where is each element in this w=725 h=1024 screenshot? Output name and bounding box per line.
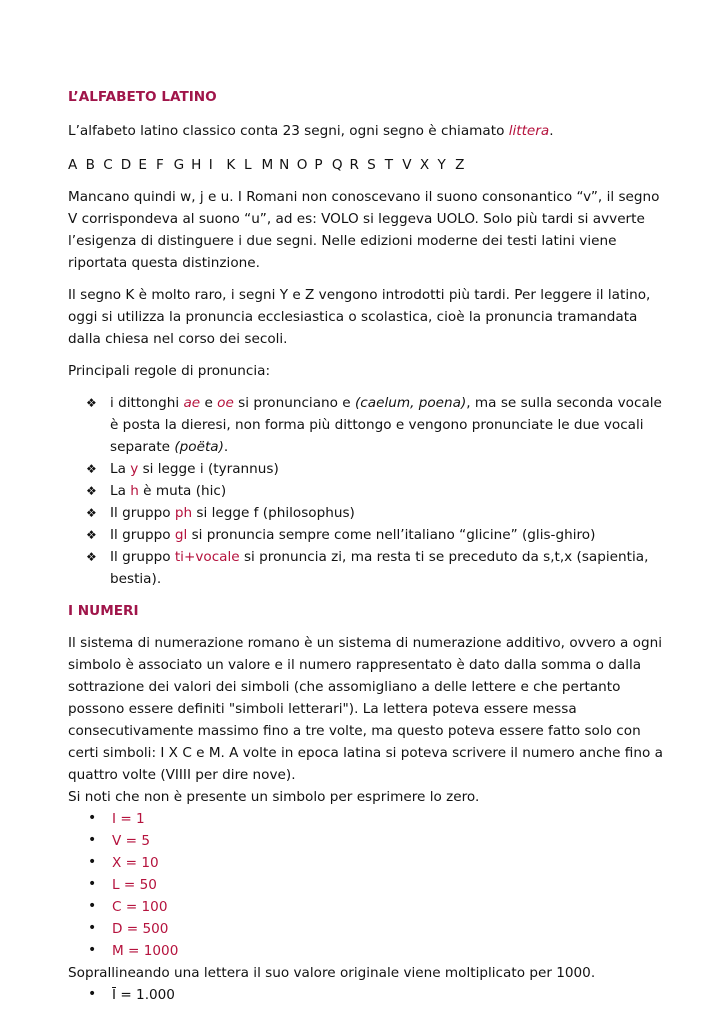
dot-bullet-icon: •: [88, 810, 97, 826]
list-item: [68, 502, 668, 524]
numeral-value: V = 5: [112, 833, 150, 849]
rule-highlight: gl: [174, 527, 188, 543]
dot-bullet-icon: •: [88, 942, 97, 958]
rule-highlight: ph: [174, 505, 193, 521]
alphabet-letter: H: [191, 157, 202, 173]
alphabet-letter: Y: [437, 157, 446, 173]
alphabet-letter: R: [349, 157, 359, 173]
intro-end: .: [549, 123, 554, 139]
rule-highlight: ti+vocale: [174, 549, 240, 565]
section-title-numbers: I NUMERI: [68, 603, 139, 619]
numerals-list: [68, 808, 668, 962]
list-item: [68, 546, 668, 590]
list-item: [68, 896, 668, 918]
rule-text: La: [110, 483, 131, 499]
list-item: [68, 830, 668, 852]
rule-text: La: [110, 461, 131, 477]
diamond-bullet-icon: ❖: [86, 550, 97, 564]
alphabet-letter: Z: [455, 157, 465, 173]
numeral-value: I = 1: [112, 811, 145, 827]
diamond-bullet-icon: ❖: [86, 506, 97, 520]
dot-bullet-icon: •: [88, 920, 97, 936]
list-item: [68, 524, 668, 546]
diamond-bullet-icon: ❖: [86, 462, 97, 476]
list-item: [68, 458, 668, 480]
alphabet-letter: L: [243, 157, 252, 173]
dot-bullet-icon: •: [88, 876, 97, 892]
numeral-value: D = 500: [112, 921, 169, 937]
list-item: [68, 874, 668, 896]
zero-note: Si noti che non è presente un simbolo per esprimere lo zero.: [68, 789, 480, 805]
alphabet-letter: I: [208, 157, 213, 173]
missing-letters-paragraph: Mancano quindi w, j e u. I Romani non conoscevano il suono consonantico “v”, il segno V corrispondeva al suono “u”, ad es: VOLO si leggeva UOLO. Solo più tardi si avverte l’esigenza di distinguere i due segni. Nelle edizioni moderne dei testi latini viene riportata questa distinzione.: [68, 189, 660, 271]
alphabet-letter: G: [173, 157, 185, 173]
rule-highlight: oe: [217, 395, 234, 411]
rule-example: (poëta): [174, 439, 224, 455]
rule-text: si pronuncia sempre come nell’italiano “glicine” (glis-ghiro): [187, 527, 596, 543]
alphabet-letter: X: [419, 157, 430, 173]
rule-text: Il gruppo: [110, 549, 175, 565]
rule-text: è muta (hic): [138, 483, 227, 499]
rule-text: si legge f (philosophus): [192, 505, 355, 521]
rule-text: .: [223, 439, 229, 455]
diamond-bullet-icon: ❖: [86, 396, 97, 410]
rule-text: si pronuncia zi, ma resta ti se preceduto da s,t,x (sapientia, bestia).: [110, 549, 649, 587]
rule-highlight: y: [130, 461, 139, 477]
alphabet-letter: C: [103, 157, 113, 173]
alphabet-letter: V: [402, 157, 412, 173]
list-item: [68, 480, 668, 502]
alphabet-letter: B: [85, 157, 95, 173]
intro-paragraph: [68, 120, 668, 142]
section-title-alphabet: L’ALFABETO LATINO: [68, 89, 217, 105]
numeral-value: X = 10: [112, 855, 159, 871]
overline-note: Soprallineando una lettera il suo valore originale viene moltiplicato per 1000.: [68, 965, 596, 981]
alphabet-letter: A: [68, 157, 78, 173]
rule-example: (caelum, poena): [354, 395, 467, 411]
alphabet-letter: K: [226, 157, 236, 173]
numeral-value: M = 1000: [112, 943, 179, 959]
alphabet-letter: S: [367, 157, 376, 173]
rule-text: e: [200, 395, 218, 411]
list-item: [68, 392, 668, 458]
intro-text: L’alfabeto latino classico conta 23 segni, ogni segno è chiamato: [68, 123, 509, 139]
pronunciation-rules-list: [68, 392, 668, 590]
list-item: [68, 918, 668, 940]
dot-bullet-icon: •: [88, 898, 97, 914]
dot-bullet-icon: •: [88, 832, 97, 848]
dot-bullet-icon: •: [88, 854, 97, 870]
rule-text: si legge i (tyrannus): [138, 461, 279, 477]
rule-highlight: ae: [183, 395, 201, 411]
alphabet-letter: E: [138, 157, 147, 173]
alphabet-letter: M: [261, 157, 274, 173]
diamond-bullet-icon: ❖: [86, 528, 97, 542]
rule-text: i dittonghi: [110, 395, 184, 411]
rule-text: Il gruppo: [110, 527, 175, 543]
diamond-bullet-icon: ❖: [86, 484, 97, 498]
numeral-value: C = 100: [112, 899, 168, 915]
list-item: [68, 808, 668, 830]
rule-text: Il gruppo: [110, 505, 175, 521]
alphabet-letter: Q: [331, 157, 343, 173]
alphabet-letter: P: [314, 157, 323, 173]
alphabet-letter: F: [155, 157, 164, 173]
alphabet-letter: O: [296, 157, 308, 173]
overline-list: [68, 984, 668, 1006]
alphabet-letter: N: [279, 157, 290, 173]
pronunciation-paragraph: Il segno K è molto raro, i segni Y e Z vengono introdotti più tardi. Per leggere il latino, oggi si utilizza la pronuncia ecclesiastica o scolastica, cioè la pronuncia tramandata dalla chiesa nel corso dei secoli.: [68, 287, 651, 347]
littera-word: littera: [508, 123, 550, 139]
rule-text: si pronunciano e: [233, 395, 355, 411]
numeral-value: L = 50: [112, 877, 157, 893]
overline-value: Ī = 1.000: [112, 987, 175, 1003]
alphabet-letter: D: [120, 157, 132, 173]
alphabet-letters: [68, 154, 668, 176]
list-item: [68, 940, 668, 962]
dot-bullet-icon: •: [88, 986, 97, 1002]
document-page: [68, 86, 668, 1006]
numbers-paragraph: Il sistema di numerazione romano è un sistema di numerazione additivo, ovvero a ogni simbolo è associato un valore e il numero rappresentato è dato dalla somma o dalla sottrazione dei valori dei simboli (che assomigliano a delle lettere e che pertanto possono essere definiti "simboli letterari"). La lettera poteva essere messa consecutivamente massimo fino a tre volte, ma questo poteva essere fatto solo con certi simboli: I X C e M. A volte in epoca latina si poteva scrivere il numero anche fino a quattro volte (VIIII per dire nove).: [68, 635, 663, 783]
rule-highlight: h: [130, 483, 139, 499]
list-item: [68, 984, 668, 1006]
alphabet-letter: T: [384, 157, 393, 173]
rule-text: , ma se sulla seconda vocale è posta la dieresi, non forma più dittongo e vengono pronunciate le due vocali separate: [110, 395, 662, 455]
list-item: [68, 852, 668, 874]
rules-intro: Principali regole di pronuncia:: [68, 363, 271, 379]
